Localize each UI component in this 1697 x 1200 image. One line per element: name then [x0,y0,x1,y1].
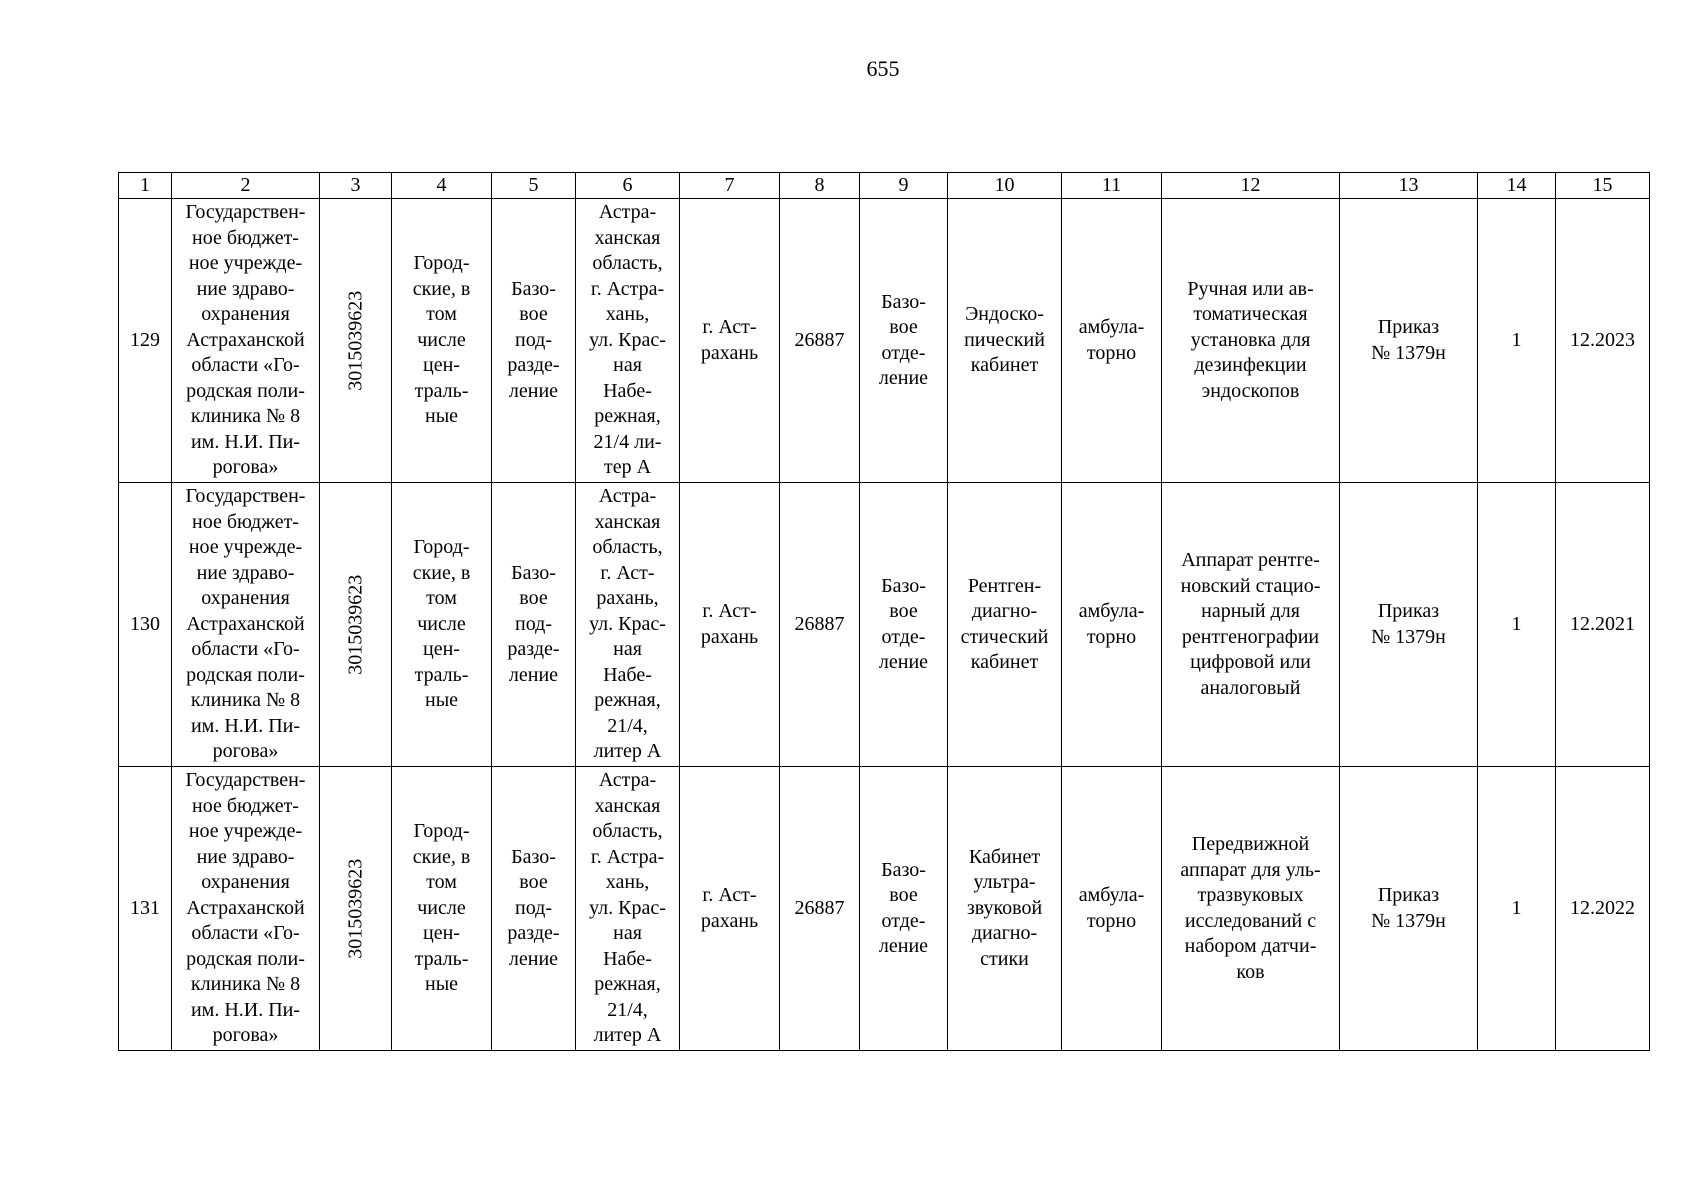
department: Базо- вое отде- ление [878,290,929,389]
address-cell [576,199,680,483]
date: 12.2022 [1570,896,1635,919]
care-conditions: амбула- торно [1078,316,1145,364]
subdivision-type: Базо- вое под- разде- ление [507,561,560,686]
column-number: 7 [680,173,780,199]
row-number-cell [119,483,172,767]
inn-code: 3015039623 [343,858,366,959]
column-number: 5 [492,173,576,199]
oktmo-code: 26887 [794,896,845,919]
row-number: 129 [130,328,160,351]
quantity: 1 [1511,328,1522,351]
address: Астра- ханская область, г. Аст- рахань, ул. Крас- ная Набе- режная, 21/4, литер А [589,485,666,763]
table-body [119,199,1650,1051]
quantity-cell [1478,767,1556,1051]
column-number: 3 [320,173,392,199]
column-number: 15 [1556,173,1650,199]
equipment-name: Аппарат рентге- новский стацио- нарный для рентгенографии цифровой или аналоговый [1180,549,1321,699]
oktmo-code-cell [780,767,860,1051]
quantity: 1 [1511,612,1522,635]
date-cell [1556,767,1650,1051]
locality: г. Аст- рахань [700,884,759,932]
row-number-cell [119,767,172,1051]
department: Базо- вое отде- ление [878,574,929,673]
column-number: 11 [1062,173,1162,199]
equipment-name: Передвижной аппарат для уль- тразвуковых исследований с набором датчи- ков [1180,833,1321,983]
column-number-row [119,173,1650,199]
column-number: 10 [948,173,1062,199]
table-row [119,483,1650,767]
locality-cell [680,483,780,767]
inn-code: 3015039623 [343,574,366,675]
column-number: 12 [1162,173,1340,199]
column-number: 4 [392,173,492,199]
column-number: 6 [576,173,680,199]
subdivision-type-cell [492,199,576,483]
date-cell [1556,483,1650,767]
oktmo-code: 26887 [794,612,845,635]
quantity: 1 [1511,896,1522,919]
room-name-cell [948,483,1062,767]
room-name-cell [948,199,1062,483]
department-cell [860,767,948,1051]
institution-name-cell [172,483,320,767]
settlement-type: Город- ские, в том числе цен- траль- ные [412,536,471,712]
quantity-cell [1478,199,1556,483]
subdivision-type-cell [492,483,576,767]
address-cell [576,767,680,1051]
institution-name: Государствен- ное бюджет- ное учрежде- ние здраво- охранения Астраханской области «Го- родская поли- клиника № 8 им. Н.И. Пи- рогова» [185,485,306,763]
date: 12.2023 [1570,328,1635,351]
department: Базо- вое отде- ление [878,858,929,957]
column-number: 8 [780,173,860,199]
care-conditions-cell [1062,767,1162,1051]
locality-cell [680,199,780,483]
institution-name-cell [172,767,320,1051]
subdivision-type: Базо- вое под- разде- ление [507,277,560,402]
table-row [119,767,1650,1051]
regulation-cell [1340,199,1478,483]
address-cell [576,483,680,767]
row-number-cell [119,199,172,483]
column-number: 13 [1340,173,1478,199]
locality: г. Аст- рахань [700,600,759,648]
room-name: Эндоско- пический кабинет [964,303,1045,377]
department-cell [860,199,948,483]
regulation: Приказ № 1379н [1371,600,1446,648]
care-conditions-cell [1062,483,1162,767]
institution-name: Государствен- ное бюджет- ное учрежде- ние здраво- охранения Астраханской области «Го- родская поли- клиника № 8 им. Н.И. Пи- рогова» [185,201,306,479]
equipment-name-cell [1162,483,1340,767]
date: 12.2021 [1570,612,1635,635]
care-conditions-cell [1062,199,1162,483]
inn-code: 3015039623 [343,290,366,391]
institution-name: Государствен- ное бюджет- ное учрежде- ние здраво- охранения Астраханской области «Го- родская поли- клиника № 8 им. Н.И. Пи- рогова» [185,769,306,1047]
inn-code-cell [320,483,392,767]
subdivision-type-cell [492,767,576,1051]
oktmo-code-cell [780,483,860,767]
room-name-cell [948,767,1062,1051]
column-number: 1 [119,173,172,199]
address: Астра- ханская область, г. Астра- хань, ул. Крас- ная Набе- режная, 21/4 ли- тер А [589,201,666,479]
department-cell [860,483,948,767]
care-conditions: амбула- торно [1078,600,1145,648]
locality: г. Аст- рахань [700,316,759,364]
equipment-name-cell [1162,767,1340,1051]
settlement-type-cell [392,483,492,767]
row-number: 130 [130,612,160,635]
regulation: Приказ № 1379н [1371,884,1446,932]
column-number: 2 [172,173,320,199]
settlement-type-cell [392,767,492,1051]
institution-name-cell [172,199,320,483]
column-number: 14 [1478,173,1556,199]
table-row [119,199,1650,483]
date-cell [1556,199,1650,483]
equipment-registry-table [118,172,1650,1051]
regulation-cell [1340,483,1478,767]
equipment-name-cell [1162,199,1340,483]
page-number: 655 [866,56,900,81]
locality-cell [680,767,780,1051]
care-conditions: амбула- торно [1078,884,1145,932]
quantity-cell [1478,483,1556,767]
settlement-type-cell [392,199,492,483]
address: Астра- ханская область, г. Астра- хань, ул. Крас- ная Набе- режная, 21/4, литер А [589,769,666,1047]
column-number: 9 [860,173,948,199]
inn-code-cell [320,199,392,483]
room-name: Кабинет ультра- звуковой диагно- стики [966,845,1043,970]
inn-code-cell [320,767,392,1051]
settlement-type: Город- ские, в том числе цен- траль- ные [412,820,471,996]
room-name: Рентген- диагно- стический кабинет [960,574,1049,673]
regulation-cell [1340,767,1478,1051]
oktmo-code-cell [780,199,860,483]
settlement-type: Город- ские, в том числе цен- траль- ные [412,252,471,428]
subdivision-type: Базо- вое под- разде- ление [507,845,560,970]
regulation: Приказ № 1379н [1371,316,1446,364]
row-number: 131 [130,896,160,919]
oktmo-code: 26887 [794,328,845,351]
equipment-name: Ручная или ав- томатическая установка для дезинфекции эндоскопов [1187,277,1314,402]
